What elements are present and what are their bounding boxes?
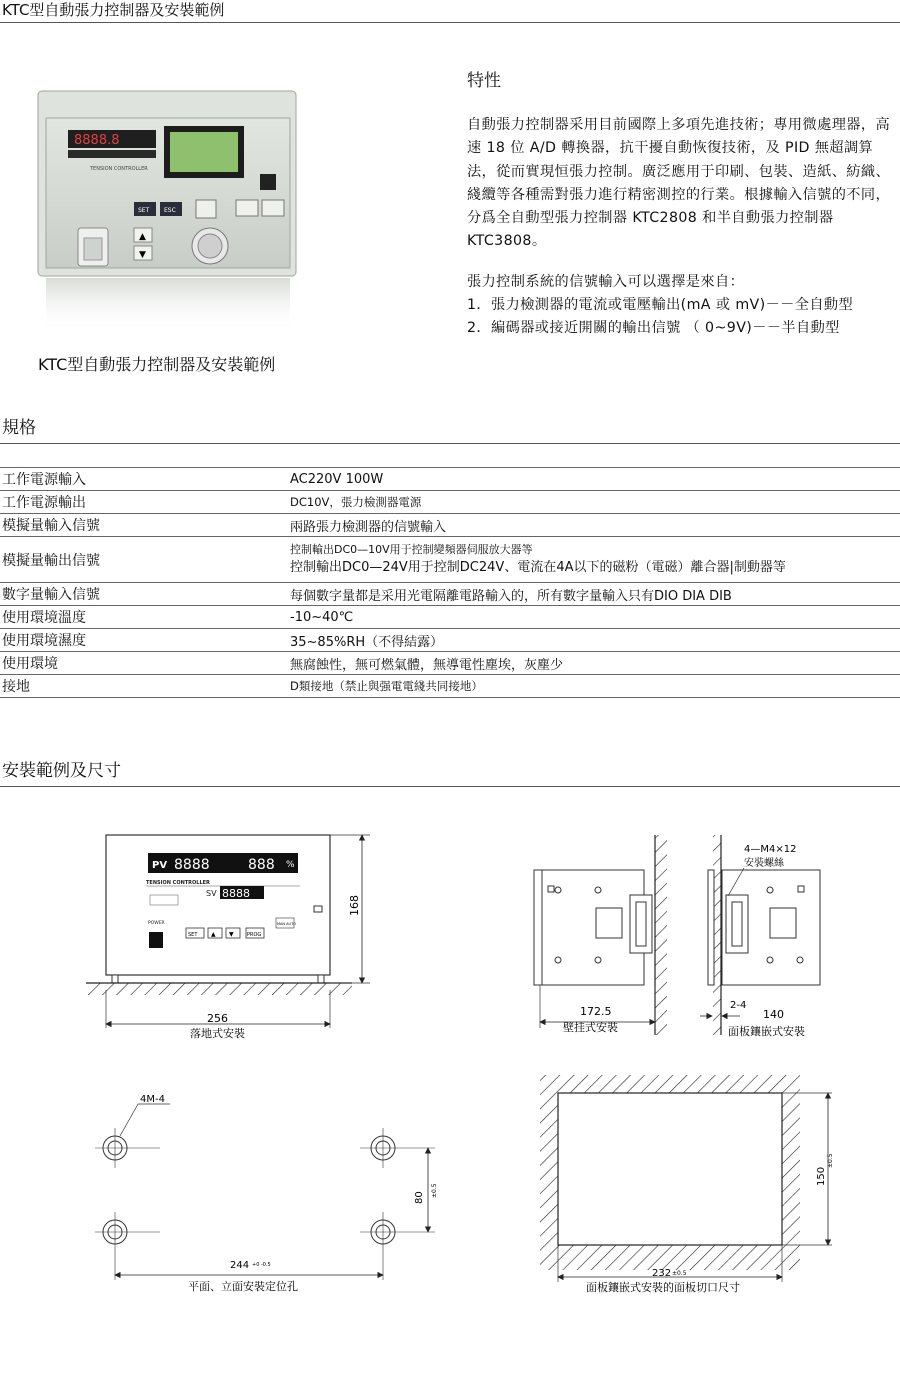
features-heading: 特性 — [467, 71, 501, 91]
svg-text:140: 140 — [763, 1008, 784, 1021]
svg-text:▼: ▼ — [139, 250, 146, 260]
table-row: 使用環境 無腐蝕性，無可燃氣體，無導電性塵埃，灰塵少 — [0, 652, 900, 675]
svg-text:面板鑲嵌式安裝的面板切口尺寸: 面板鑲嵌式安裝的面板切口尺寸 — [586, 1281, 740, 1294]
svg-text:80: 80 — [414, 1191, 425, 1204]
svg-text:TENSION CONTROLLER: TENSION CONTROLLER — [90, 166, 148, 172]
install-heading: 安裝範例及尺寸 — [2, 761, 121, 781]
svg-text:8888: 8888 — [174, 857, 210, 873]
svg-text:244: 244 — [230, 1260, 250, 1271]
svg-text:▲: ▲ — [139, 232, 146, 242]
svg-text:MAN AUTO: MAN AUTO — [277, 922, 296, 926]
title-divider — [0, 22, 900, 23]
svg-text:232: 232 — [652, 1268, 672, 1279]
svg-text:172.5: 172.5 — [580, 1005, 612, 1018]
svg-text:±0.5: ±0.5 — [672, 1270, 687, 1277]
svg-text:SV: SV — [206, 889, 217, 898]
install-divider — [0, 786, 900, 787]
svg-text:4—M4×12: 4—M4×12 — [744, 844, 797, 855]
svg-text:8888.8: 8888.8 — [74, 133, 120, 148]
features-para: 自動張力控制器采用目前國際上多項先進技術；專用微處理器，高速 18 位 A/D 轉換器，抗干擾自動恢復技術，及 PID 無超調算法，從而實現恒張力控制。廣泛應用于印刷、包裝、造紙、紡織、綫纜等各種需對張力進行精密測控的行業。根據輸入信號的不同，分爲全自動型張力控制器 KTC2808 和半自動張力控制器 KTC3808。 — [467, 117, 891, 250]
install-drawings — [0, 800, 900, 1360]
svg-text:落地式安裝: 落地式安裝 — [190, 1027, 245, 1040]
svg-text:+0 -0.5: +0 -0.5 — [252, 1262, 271, 1268]
svg-text:PROG: PROG — [247, 932, 262, 938]
features-input-intro: 張力控制系統的信號輸入可以選擇是來自： — [467, 274, 745, 290]
svg-text:面板鑲嵌式安裝: 面板鑲嵌式安裝 — [728, 1025, 805, 1038]
table-row: 工作電源輸入 AC220V 100W — [0, 468, 900, 491]
svg-text:▲: ▲ — [211, 931, 216, 938]
features-item-auto: 1．張力檢測器的電流或電壓輸出(mA 或 mV)－－全自動型 — [467, 297, 854, 313]
table-row: 使用環境濕度 35~85%RH（不得結露） — [0, 629, 900, 652]
page-title: KTC型自動張力控制器及安裝範例 — [2, 1, 225, 19]
svg-text:168: 168 — [348, 895, 361, 916]
table-row: 模擬量輸出信號 控制輸出DC0—10V用于控制變頻器伺服放大器等 控制輸出DC0—24V用于控制DC24V、電流在4A以下的磁粉（電磁）離合器|制動器等 — [0, 537, 900, 583]
svg-text:POWER: POWER — [148, 921, 165, 926]
svg-text:256: 256 — [207, 1012, 228, 1025]
svg-text:%: % — [286, 860, 295, 870]
mounting-holes-drawing — [95, 1094, 438, 1293]
svg-text:PV: PV — [152, 860, 168, 871]
svg-text:TENSION CONTROLLER: TENSION CONTROLLER — [146, 880, 210, 886]
svg-text:2-4: 2-4 — [730, 1000, 747, 1011]
svg-text:150: 150 — [816, 1166, 827, 1186]
svg-text:±0.5: ±0.5 — [431, 1183, 438, 1198]
table-row: 使用環境溫度 -10~40℃ — [0, 606, 900, 629]
svg-text:±0.5: ±0.5 — [827, 1153, 834, 1168]
spec-heading: 規格 — [2, 418, 36, 438]
panel-cutout-drawing — [540, 1075, 834, 1294]
wall-mount-drawing — [534, 835, 667, 1035]
features-item-semi: 2．編碼器或接近開關的輸出信號 （ 0~9V)－－半自動型 — [467, 320, 840, 336]
svg-text:ESC: ESC — [164, 207, 176, 214]
table-row: 模擬量輸入信號 兩路張力檢測器的信號輸入 — [0, 514, 900, 537]
photo-caption: KTC型自動張力控制器及安裝範例 — [38, 355, 276, 374]
svg-text:平面、立面安裝定位孔: 平面、立面安裝定位孔 — [188, 1280, 298, 1293]
svg-text:8888: 8888 — [222, 887, 250, 900]
front-view-drawing — [86, 835, 370, 1040]
svg-text:888: 888 — [248, 857, 275, 873]
svg-text:安裝螺絲: 安裝螺絲 — [744, 858, 784, 869]
panel-mount-drawing — [700, 835, 820, 1038]
table-row: 工作電源輸出 DC10V，張力檢測器電源 — [0, 491, 900, 514]
svg-text:SET: SET — [138, 207, 150, 214]
spec-table — [0, 467, 900, 698]
svg-text:壁挂式安裝: 壁挂式安裝 — [563, 1021, 618, 1034]
table-row: 數字量輸入信號 每個數字量都是采用光電隔離電路輸入的，所有數字量輸入只有DIO DIA DIB — [0, 583, 900, 606]
svg-text:4M-4: 4M-4 — [140, 1094, 165, 1105]
spec-divider — [0, 443, 900, 444]
table-row: 接地 D類接地（禁止與强電電綫共同接地） — [0, 675, 900, 698]
device-photo — [30, 88, 300, 338]
svg-text:▼: ▼ — [229, 931, 234, 938]
svg-text:SET: SET — [188, 932, 198, 938]
